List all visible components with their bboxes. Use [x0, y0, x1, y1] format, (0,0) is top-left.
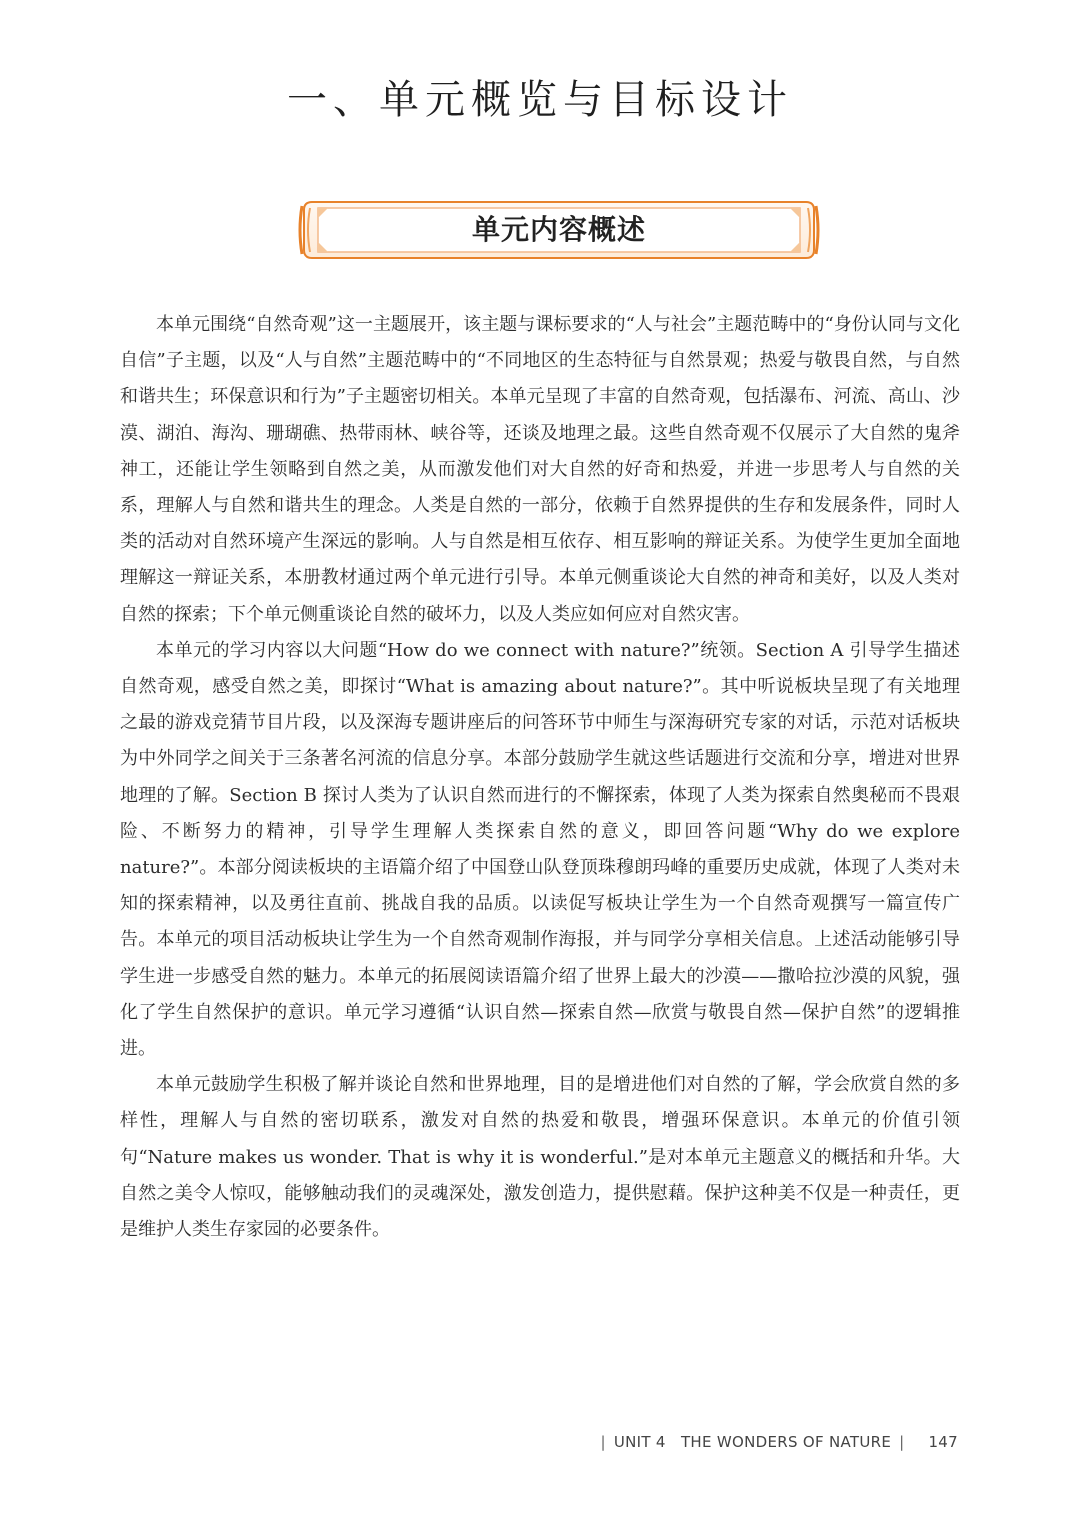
body-text	[120, 307, 960, 1248]
page-footer	[592, 1433, 958, 1451]
paragraph-3: 本单元鼓励学生积极了解并谈论自然和世界地理，目的是增进他们对自然的了解，学会欣赏自然的多样性，理解人与自然的密切联系，激发对自然的热爱和敬畏，增强环保意识。本单元的价值引领句“Nature makes us wonder. That is why it is wonderful.”是对本单元主题意义的概括和升华。大自然之美令人惊叹，能够触动我们的灵魂深处，激发创造力，提供慰藉。保护这种美不仅是一种责任，更是维护人类生存家园的必要条件。	[120, 1074, 960, 1241]
footer-unit: UNIT 4	[613, 1433, 666, 1451]
page-number: 147	[928, 1433, 958, 1451]
section-heading: 单元内容概述	[471, 213, 646, 246]
footer-divider-left: |	[600, 1433, 606, 1451]
footer-divider-right: |	[899, 1433, 905, 1451]
paragraph-2: 本单元的学习内容以大问题“How do we connect with nature?”统领。Section A 引导学生描述自然奇观，感受自然之美，即探讨“What is amazing about nature?”。其中听说板块呈现了有关地理之最的游戏竞猜节目片段，以及深海专题讲座后的问答环节中师生与深海研究专家的对话，示范对话板块为中外同学之间关于三条著名河流的信息分享。本部分鼓励学生就这些话题进行交流和分享，增进对世界地理的了解。Section B 探讨人类为了认识自然而进行的不懈探索，体现了人类为探索自然奥秘而不畏艰险、不断努力的精神，引导学生理解人类探索自然的意义，即回答问题“Why do we explore nature?”。本部分阅读板块的主语篇介绍了中国登山队登顶珠穆朗玛峰的重要历史成就，体现了人类对未知的探索精神，以及勇往直前、挑战自我的品质。以读促写板块让学生为一个自然奇观撰写一篇宣传广告。本单元的项目活动板块让学生为一个自然奇观制作海报，并与同学分享相关信息。上述活动能够引导学生进一步感受自然的魅力。本单元的拓展阅读语篇介绍了世界上最大的沙漠——撒哈拉沙漠的风貌，强化了学生自然保护的意识。单元学习遵循“认识自然—探索自然—欣赏与敬畏自然—保护自然”的逻辑推进。	[120, 639, 960, 1060]
page-title: 一、单元概览与目标设计	[287, 77, 793, 123]
paragraph-1: 本单元围绕“自然奇观”这一主题展开，该主题与课标要求的“人与社会”主题范畴中的“身份认同与文化自信”子主题，以及“人与自然”主题范畴中的“不同地区的生态特征与自然景观；热爱与敬畏自然，与自然和谐共生；环保意识和行为”子主题密切相关。本单元呈现了丰富的自然奇观，包括瀑布、河流、高山、沙漠、湖泊、海沟、珊瑚礁、热带雨林、峡谷等，还谈及地理之最。这些自然奇观不仅展示了大自然的鬼斧神工，还能让学生领略到自然之美，从而激发他们对大自然的好奇和热爱，并进一步思考人与自然的关系，理解人与自然和谐共生的理念。人类是自然的一部分，依赖于自然界提供的生存和发展条件，同时人类的活动对自然环境产生深远的影响。人与自然是相互依存、相互影响的辩证关系。为使学生更加全面地理解这一辩证关系，本册教材通过两个单元进行引导。本单元侧重谈论大自然的神奇和美好，以及人类对自然的探索；下个单元侧重谈论自然的破坏力，以及人类应如何应对自然灾害。	[120, 314, 960, 625]
section-heading-banner	[298, 198, 820, 262]
footer-unit-title: THE WONDERS OF NATURE	[680, 1433, 892, 1451]
